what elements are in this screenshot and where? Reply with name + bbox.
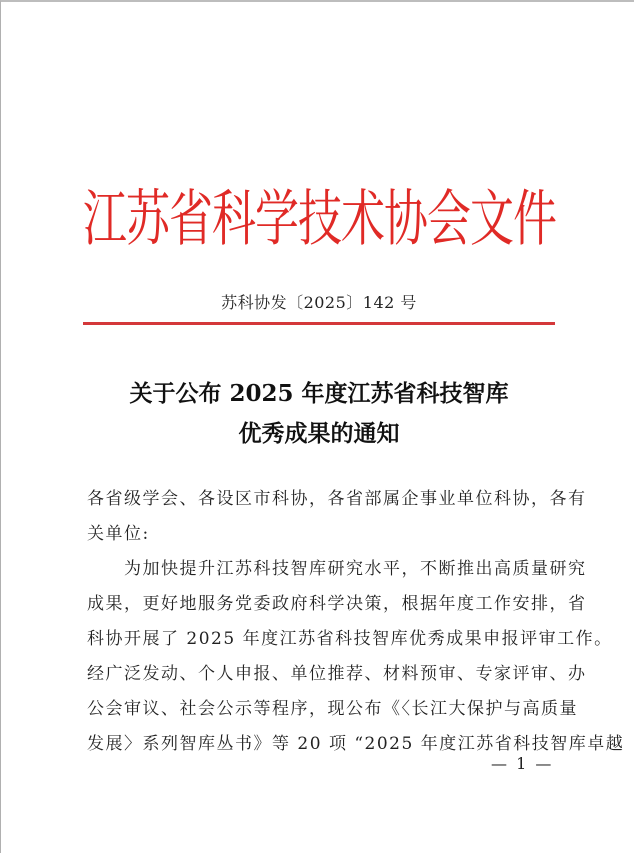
- notice-title-line-1: 关于公布 2025 年度江苏省科技智库: [129, 380, 509, 407]
- page-number: — 1 —: [491, 754, 554, 773]
- body-line: 经广泛发动、个人申报、单位推荐、材料预审、专家评审、办: [87, 664, 587, 684]
- body-line-salutation-2: 关单位:: [87, 524, 150, 544]
- document-number: 苏科协发〔2025〕142 号: [221, 293, 417, 312]
- body-line-salutation-1: 各省级学会、各设区市科协，各省部属企事业单位科协，各有: [87, 489, 587, 509]
- body-line-paragraph-start: 为加快提升江苏科技智库研究水平，不断推出高质量研究: [124, 559, 587, 579]
- body-line: 发展〉系列智库丛书》等 20 项 “2025 年度江苏省科技智库卓越: [87, 734, 625, 754]
- notice-body: [87, 482, 625, 762]
- body-line: 公会审议、社会公示等程序，现公布《〈长江大保护与高质量: [87, 699, 578, 719]
- body-line: 科协开展了 2025 年度江苏省科技智库优秀成果申报评审工作。: [87, 629, 613, 649]
- notice-title: [83, 374, 555, 454]
- red-divider-rule: [83, 322, 555, 325]
- notice-title-line-2: 优秀成果的通知: [238, 420, 400, 447]
- body-line: 成果，更好地服务党委政府科学决策，根据年度工作安排，省: [87, 594, 587, 614]
- issuer-header: 江苏省科学技术协会文件: [83, 184, 556, 255]
